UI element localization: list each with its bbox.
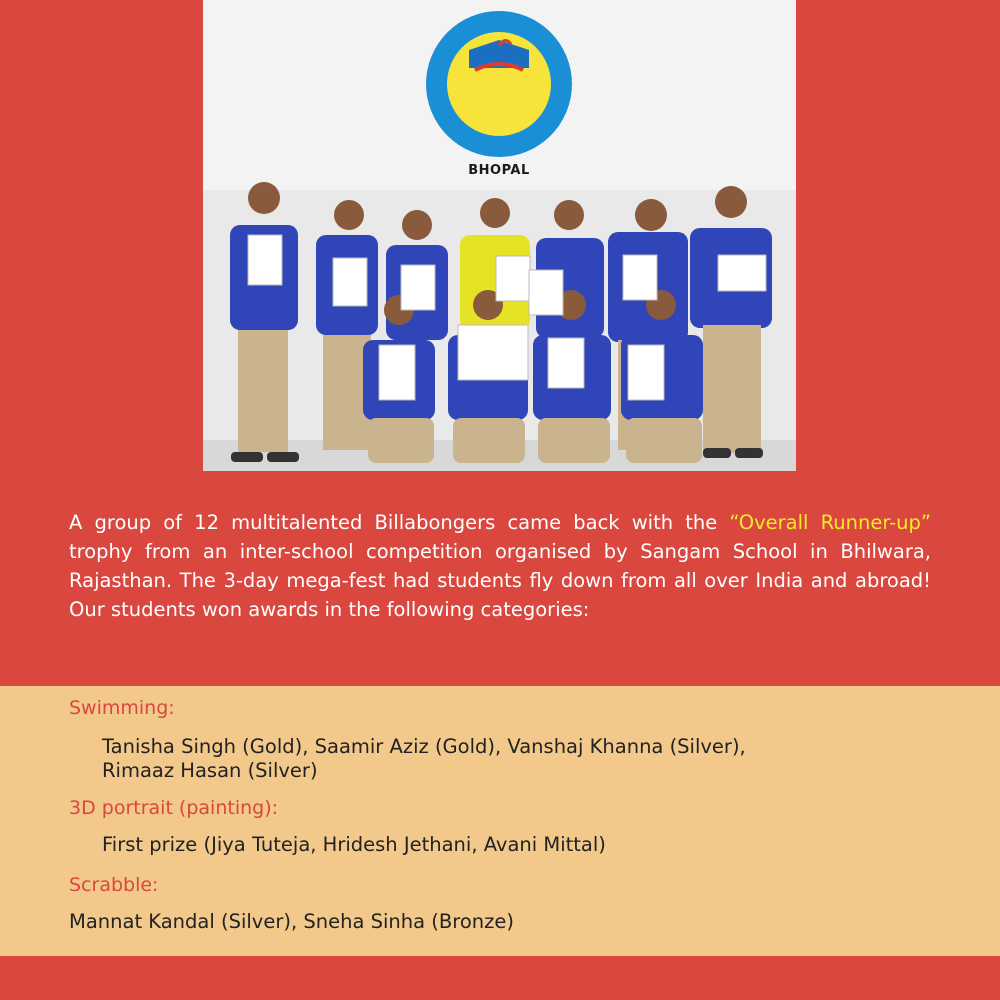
category-scrabble: Scrabble:: [69, 874, 159, 896]
intro-text-end: trophy from an inter-school competition organised by Sangam School in Bhilwara, Rajasthan. The 3-day mega-fest had students fly down from all over India and abroad! Our students won awards in the following categories:: [69, 540, 931, 621]
intro-paragraph: [69, 508, 931, 624]
photo-frame: [203, 0, 796, 471]
swimming-winners-line-2: Rimaaz Hasan (Silver): [102, 759, 318, 782]
category-3d-portrait: 3D portrait (painting):: [69, 797, 279, 819]
logo-city: BHOPAL: [468, 163, 530, 178]
scrabble-winners: Mannat Kandal (Silver), Sneha Sinha (Bronze): [69, 910, 514, 933]
intro-highlight: “Overall Runner-up”: [729, 511, 932, 534]
swimming-winners-line-1: Tanisha Singh (Gold), Saamir Aziz (Gold), Vanshaj Khanna (Silver),: [102, 735, 746, 758]
school-logo: [425, 10, 573, 158]
intro-text-start: A group of 12 multitalented Billabongers came back with the: [69, 511, 730, 534]
category-swimming: Swimming:: [69, 697, 175, 719]
portrait-winners: First prize (Jiya Tuteja, Hridesh Jethani, Avani Mittal): [102, 833, 606, 856]
